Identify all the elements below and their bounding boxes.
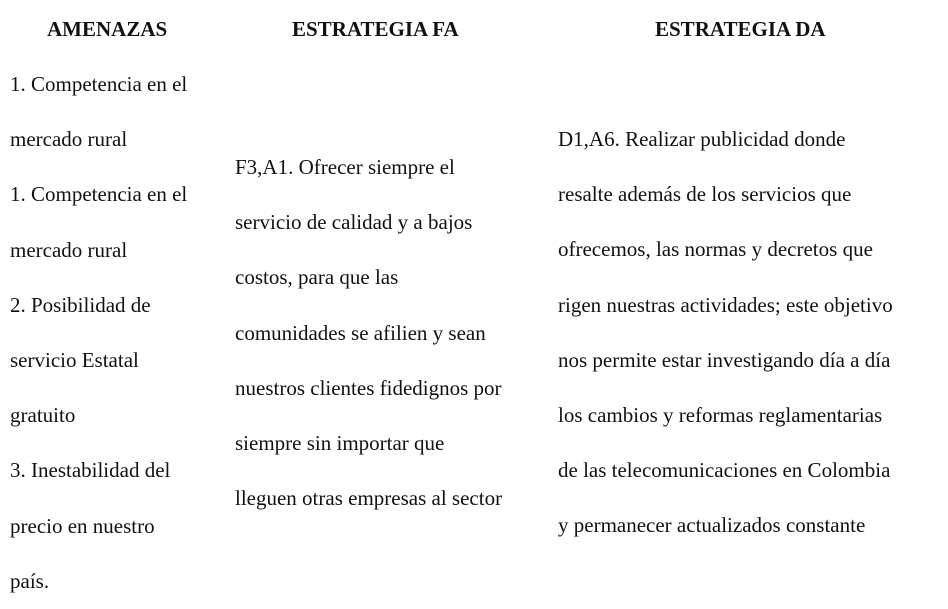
amenazas-line: 1. Competencia en el [10, 182, 188, 207]
estrategia-fa-line: comunidades se afilien y sean [235, 320, 486, 345]
amenazas-line: servicio Estatal [10, 347, 139, 372]
amenazas-line: precio en nuestro [10, 513, 155, 538]
estrategia-da-line: de las telecomunicaciones en Colombia [558, 458, 891, 483]
estrategia-da-line: y permanecer actualizados constante [558, 513, 866, 538]
estrategia-da-line: rigen nuestras actividades; este objetivo [558, 292, 893, 317]
amenazas-line: país. [10, 568, 50, 593]
amenazas-line: mercado rural [10, 127, 128, 152]
estrategia-fa-line: siempre sin importar que [235, 430, 445, 455]
estrategia-fa-header: ESTRATEGIA FA [292, 17, 459, 41]
estrategia-fa-text [235, 140, 502, 526]
estrategia-fa-line: F3,A1. Ofrecer siempre el [235, 155, 455, 179]
estrategia-fa-line: costos, para que las [235, 265, 399, 290]
amenazas-line: 1. Competencia en el [10, 72, 188, 96]
estrategia-da-text [558, 112, 893, 554]
estrategia-da-line: los cambios y reformas reglamentarias [558, 402, 883, 427]
estrategia-da-header: ESTRATEGIA DA [655, 17, 826, 41]
estrategia-da-line: D1,A6. Realizar publicidad donde [558, 127, 846, 151]
amenazas-line: 2. Posibilidad de [10, 292, 151, 317]
amenazas-text [10, 57, 187, 609]
estrategia-da-line: resalte además de los servicios que [558, 182, 852, 207]
estrategia-da-line: nos permite estar investigando día a día [558, 347, 891, 372]
estrategia-fa-line: servicio de calidad y a bajos [235, 210, 473, 235]
estrategia-da-line: ofrecemos, las normas y decretos que [558, 237, 873, 262]
estrategia-fa-line: nuestros clientes fidedignos por [235, 375, 502, 400]
amenazas-line: 3. Inestabilidad del [10, 458, 171, 483]
estrategia-fa-line: lleguen otras empresas al sector [235, 486, 503, 511]
amenazas-header: AMENAZAS [47, 17, 168, 41]
amenazas-line: gratuito [10, 403, 76, 428]
amenazas-line: mercado rural [10, 237, 128, 262]
